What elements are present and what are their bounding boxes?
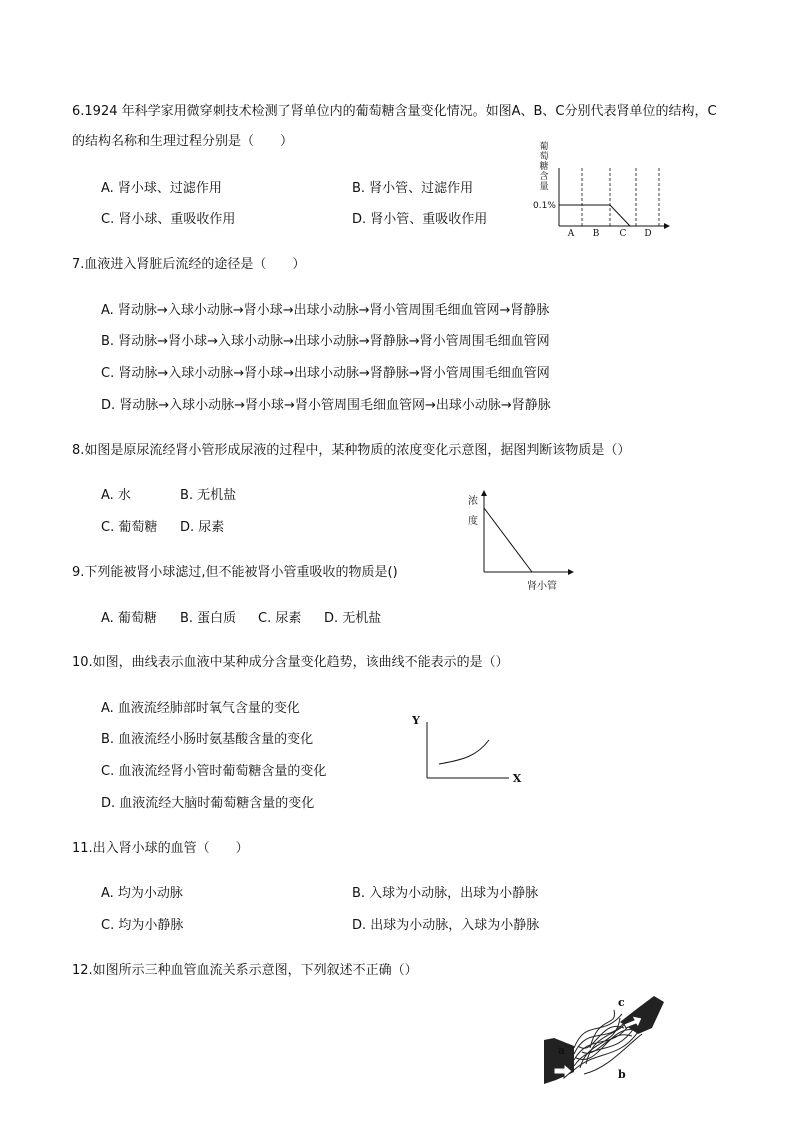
q8-x-arrow <box>568 569 574 575</box>
q8-option-a[interactable]: A. 水 <box>101 488 131 503</box>
q10-option-a[interactable]: A. 血液流经肺部时氧气含量的变化 <box>101 701 300 716</box>
q11-option-d[interactable]: D. 出球为小动脉，入球为小静脉 <box>352 918 540 933</box>
q8-ylabel-char-2: 度 <box>468 516 478 527</box>
q6-option-d[interactable]: D. 肾小管、重吸收作用 <box>352 212 488 227</box>
q6-option-b[interactable]: B. 肾小管、过滤作用 <box>352 181 474 196</box>
q6-option-c[interactable]: C. 肾小球、重吸收作用 <box>101 212 236 227</box>
q8-stem: 8.如图是原尿流经肾小管形成尿液的过程中，某种物质的浓度变化示意图，据图判断该物质是（） <box>72 443 631 458</box>
q10-option-b[interactable]: B. 血液流经小肠时氨基酸含量的变化 <box>101 732 314 747</box>
q12-blood-vessel-diagram <box>538 988 668 1088</box>
q6-stem-line1: 6.1924 年科学家用微穿刺技术检测了肾单位内的葡萄糖含量变化情况。如图A、B、C分别代表肾单位的结构，C <box>72 104 717 119</box>
q8-option-b[interactable]: B. 无机盐 <box>180 488 237 503</box>
q6-ylabel-char-5: 量 <box>539 182 549 192</box>
q11-option-b[interactable]: B. 入球为小动脉，出球为小静脉 <box>352 886 539 901</box>
q6-ylabel <box>539 140 548 192</box>
q10-trend-curve <box>439 740 489 764</box>
q6-xlabel-d: D <box>644 229 652 239</box>
q12-label-c: c <box>618 996 625 1009</box>
q7-option-b[interactable]: B. 肾动脉→肾小球→入球小动脉→出球小动脉→肾静脉→肾小管周围毛细血管网 <box>101 334 550 349</box>
q9-option-d[interactable]: D. 无机盐 <box>324 611 382 626</box>
q6-xlabel-b: B <box>592 229 600 239</box>
q10-option-d[interactable]: D. 血液流经大脑时葡萄糖含量的变化 <box>101 796 315 811</box>
q8-concentration-line <box>484 508 532 572</box>
q10-stem: 10.如图，曲线表示血液中某种成分含量变化趋势，该曲线不能表示的是（） <box>72 655 509 670</box>
q9-option-c[interactable]: C. 尿素 <box>258 611 302 626</box>
q7-option-a[interactable]: A. 肾动脉→入球小动脉→肾小球→出球小动脉→肾小管周围毛细血管网→肾静脉 <box>101 303 550 318</box>
q6-x-arrow <box>664 223 670 229</box>
q7-stem: 7.血液进入肾脏后流经的途径是（ ） <box>72 257 306 272</box>
q11-stem: 11.出入肾小球的血管（ ） <box>72 841 249 856</box>
q10-xlabel: X <box>512 772 522 785</box>
q6-option-a[interactable]: A. 肾小球、过滤作用 <box>101 181 222 196</box>
q6-glucose-chart <box>528 140 678 240</box>
q12-stem: 12.如图所示三种血管血流关系示意图，下列叙述不正确（） <box>72 963 418 978</box>
q6-ylabel-char-3: 糖 <box>539 162 549 172</box>
q8-option-d[interactable]: D. 尿素 <box>180 520 225 535</box>
q9-option-b[interactable]: B. 蛋白质 <box>180 611 237 626</box>
q10-option-c[interactable]: C. 血液流经肾小管时葡萄糖含量的变化 <box>101 764 327 779</box>
q9-option-a[interactable]: A. 葡萄糖 <box>101 611 157 626</box>
q10-ylabel: Y <box>412 714 420 727</box>
q8-option-c[interactable]: C. 葡萄糖 <box>101 520 158 535</box>
q11-option-a[interactable]: A. 均为小动脉 <box>101 886 183 901</box>
q6-glucose-line <box>559 205 630 226</box>
q6-ylabel-char-1: 葡 <box>539 142 549 152</box>
q6-xlabel-a: A <box>567 229 575 239</box>
q6-xlabel-c: C <box>619 229 627 239</box>
q8-y-arrow <box>481 490 487 496</box>
q6-ylabel-char-2: 萄 <box>539 152 549 162</box>
q6-stem-line2: 的结构名称和生理过程分别是（ ） <box>72 134 294 149</box>
q12-label-a: a <box>558 1044 566 1057</box>
q8-ylabel-char-1: 浓 <box>468 496 478 507</box>
q12-label-b: b <box>618 1068 626 1081</box>
q7-option-c[interactable]: C. 肾动脉→入球小动脉→肾小球→出球小动脉→肾静脉→肾小管周围毛细血管网 <box>101 366 550 381</box>
q10-trend-chart <box>405 710 525 790</box>
q7-option-d[interactable]: D. 肾动脉→入球小动脉→肾小球→肾小管周围毛细血管网→出球小动脉→肾静脉 <box>101 398 551 413</box>
q8-concentration-chart <box>460 488 580 598</box>
q8-xlabel: 肾小管 <box>527 581 557 592</box>
q9-stem: 9.下列能被肾小球滤过,但不能被肾小管重吸收的物质是() <box>72 565 398 580</box>
q6-ylabel-char-4: 含 <box>539 172 549 182</box>
q6-ytick-label: 0.1% <box>533 201 556 211</box>
q11-option-c[interactable]: C. 均为小静脉 <box>101 918 184 933</box>
